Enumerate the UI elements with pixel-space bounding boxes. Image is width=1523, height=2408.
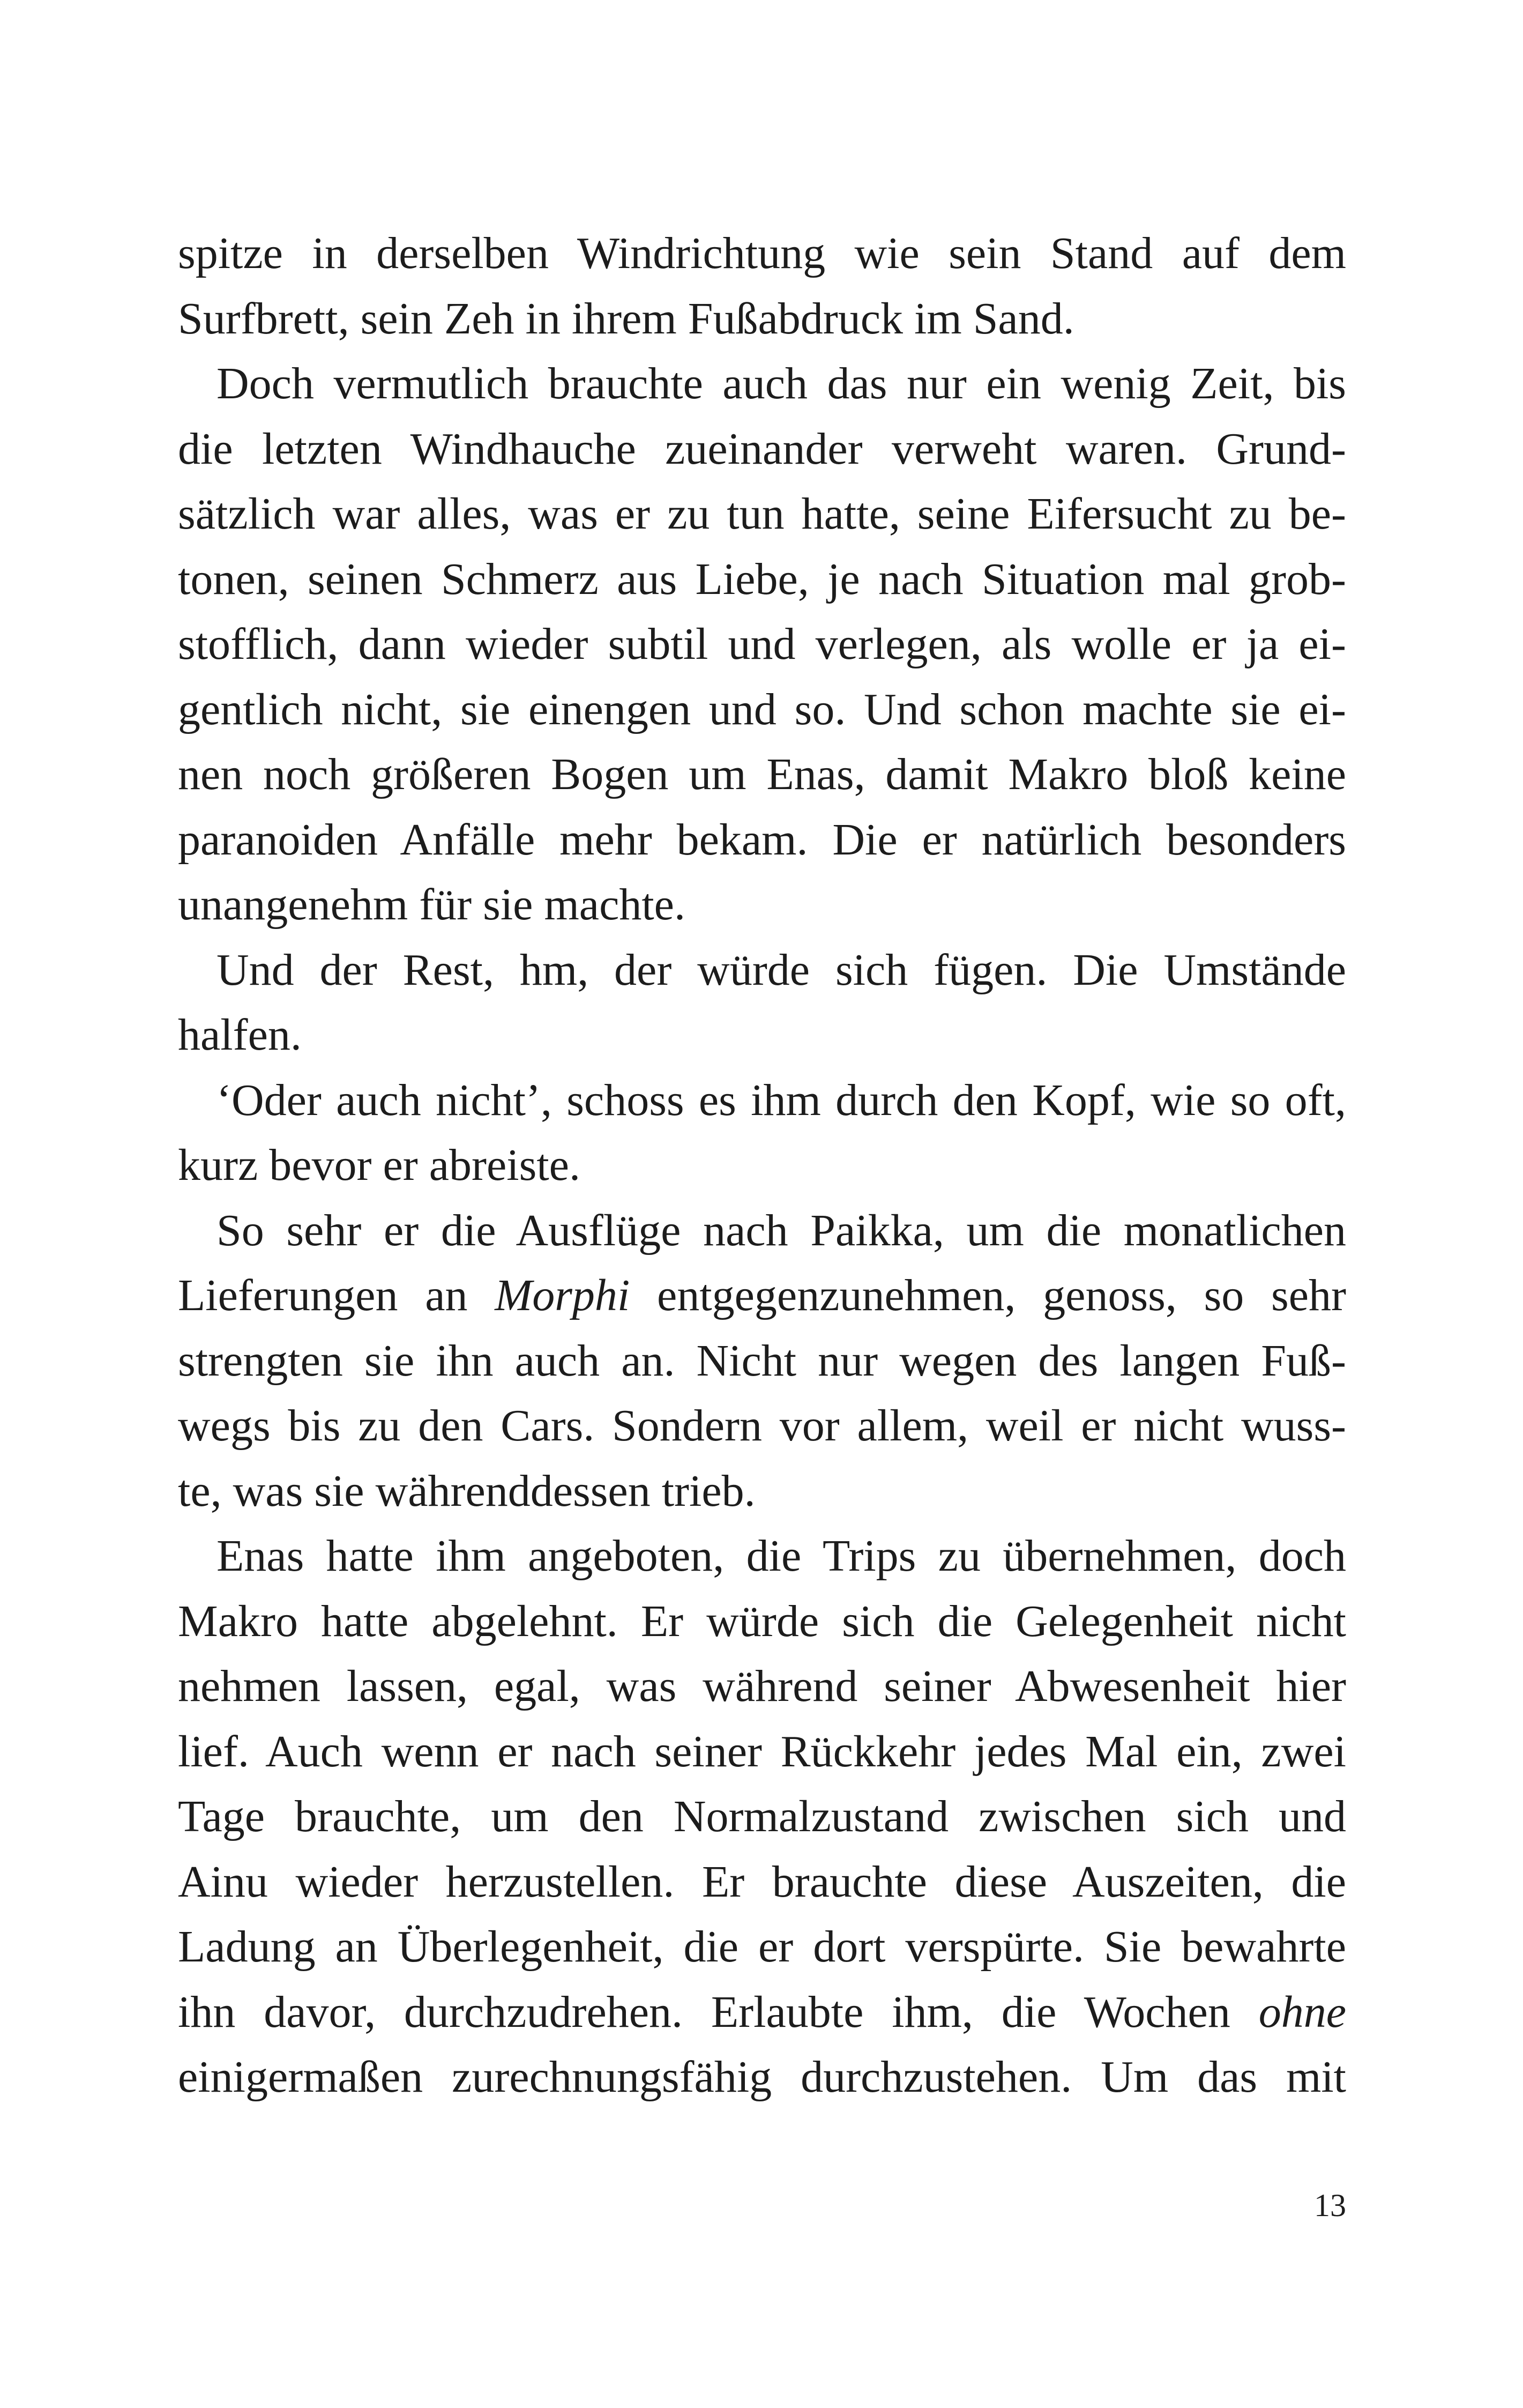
italic-word: ohne [1258,1987,1346,2037]
text-line: ihn davor, durchzudrehen. Erlaubte ihm, die Wochen ohne [178,1987,1346,2037]
text-line: die letzten Windhauche zueinander verweht waren. Grund- [178,423,1346,474]
text-line: spitze in derselben Windrichtung wie sein Stand auf dem [178,228,1346,278]
text-line: sätzlich war alles, was er zu tun hatte, seine Eifersucht zu be- [178,489,1346,539]
text-line: Lieferungen an Morphi entgegenzunehmen, genoss, so sehr [178,1270,1346,1320]
text-line: wegs bis zu den Cars. Sondern vor allem, weil er nicht wuss- [178,1401,1346,1451]
text-line: kurz bevor er abreiste. [178,1140,580,1190]
text-line: So sehr er die Ausflüge nach Paikka, um die monatlichen [216,1205,1346,1255]
text-line: lief. Auch wenn er nach seiner Rückkehr jedes Mal ein, zwei [178,1726,1346,1777]
text-line: Ladung an Überlegenheit, die er dort verspürte. Sie bewahrte [178,1922,1346,1972]
text-line: nen noch größeren Bogen um Enas, damit Makro bloß keine [178,749,1346,799]
text-line: te, was sie währenddessen trieb. [178,1466,756,1516]
text-line: Tage brauchte, um den Normalzustand zwischen sich und [178,1792,1346,1841]
body-text [178,221,1346,2110]
text-line: Enas hatte ihm angeboten, die Trips zu übernehmen, doch [216,1531,1346,1581]
page-number: 13 [1314,2188,1346,2223]
text-line: nehmen lassen, egal, was während seiner Abwesenheit hier [178,1661,1346,1711]
italic-word: Morphi [495,1270,630,1320]
text-line: einigermaßen zurechnungsfähig durchzustehen. Um das mit [178,2052,1346,2102]
text-line: paranoiden Anfälle mehr bekam. Die er natürlich besonders [178,814,1346,865]
text-line: gentlich nicht, sie einengen und so. Und schon machte sie ei- [178,684,1346,734]
text-line: Und der Rest, hm, der würde sich fügen. Die Umstände [216,945,1346,995]
text-line: Doch vermutlich brauchte auch das nur ein wenig Zeit, bis [216,359,1346,408]
text-line: Makro hatte abgelehnt. Er würde sich die Gelegenheit nicht [178,1596,1346,1646]
text-line: ‘Oder auch nicht’, schoss es ihm durch den Kopf, wie so oft, [216,1075,1346,1125]
text-line: stofflich, dann wieder subtil und verlegen, als wolle er ja ei- [178,619,1346,669]
text-line: Surfbrett, sein Zeh in ihrem Fußabdruck im Sand. [178,293,1074,344]
text-line: tonen, seinen Schmerz aus Liebe, je nach Situation mal grob- [178,554,1346,604]
text-line: unangenehm für sie machte. [178,880,685,930]
text-line: Ainu wieder herzustellen. Er brauchte diese Auszeiten, die [178,1856,1346,1907]
text-line: strengten sie ihn auch an. Nicht nur wegen des langen Fuß- [178,1335,1346,1386]
text-line: halfen. [178,1010,302,1060]
